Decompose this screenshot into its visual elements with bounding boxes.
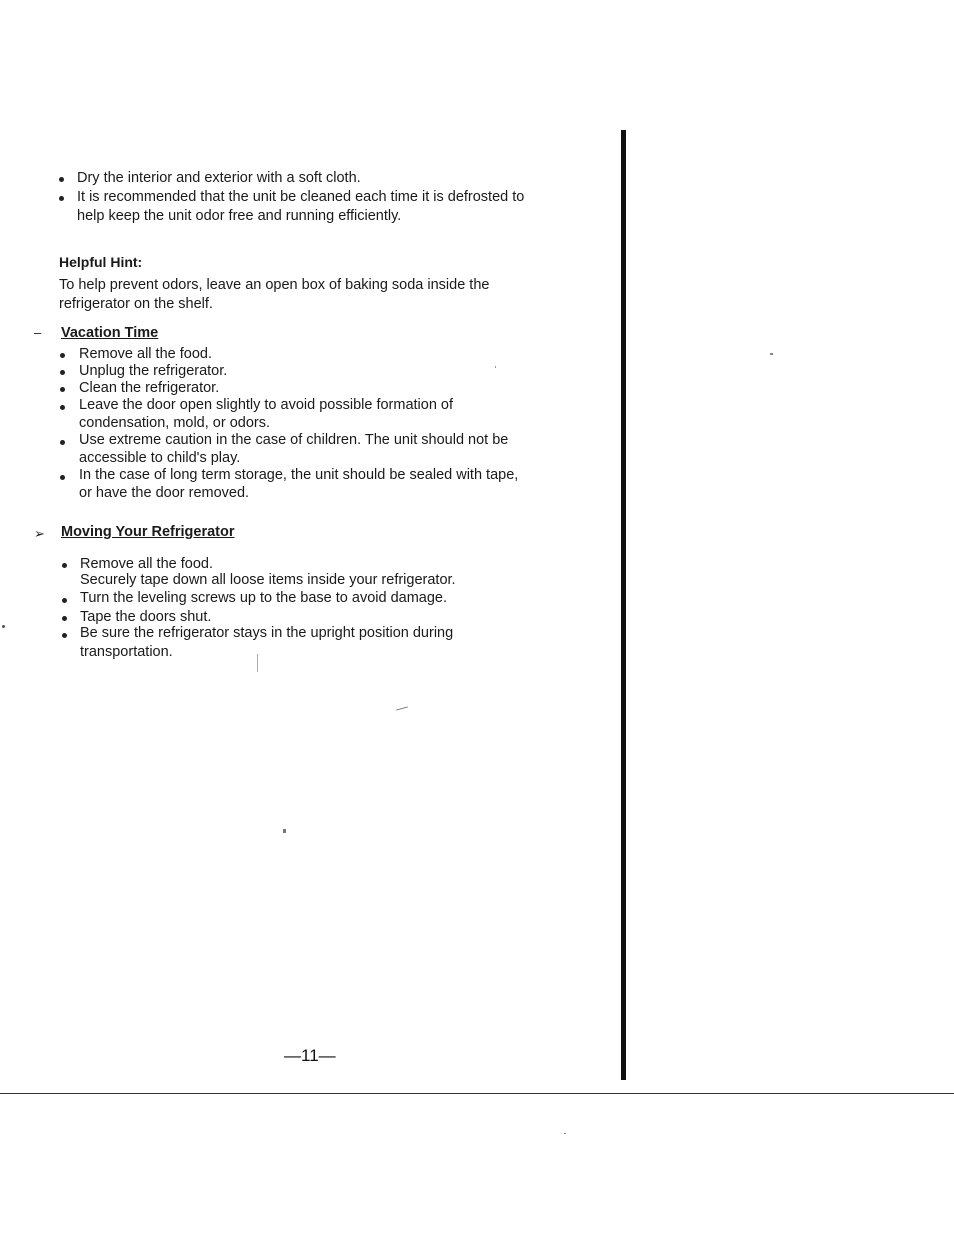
vacation-bullet-6-line-2: or have the door removed. [79,485,250,501]
bullet-marker [60,370,65,375]
vacation-bullet-2: Unplug the refrigerator. [79,363,228,379]
helpful-hint-title: Helpful Hint: [59,254,143,270]
bullet-marker [60,440,65,445]
page-bottom-rule [0,1093,954,1094]
moving-bullet-4-line-1: Be sure the refrigerator stays in the upright position during [80,625,454,641]
bullet-marker [62,563,67,568]
vacation-bullet-1: Remove all the food. [79,346,212,362]
helpful-hint-line-1: To help prevent odors, leave an open box of baking soda inside the [59,277,490,293]
bullet-marker [62,633,67,638]
bullet-marker [60,387,65,392]
vacation-time-heading: Vacation Time [61,325,159,341]
moving-bullet-2: Turn the leveling screws up to the base to avoid damage. [80,590,448,606]
bullet-marker [60,353,65,358]
bullet-marker [60,405,65,410]
helpful-hint-line-2: refrigerator on the shelf. [59,296,213,312]
moving-bullet-1-line-1: Remove all the food. [80,556,213,572]
moving-refrigerator-heading: Moving Your Refrigerator [61,524,235,540]
bullet-marker [62,598,67,603]
scan-speck [283,829,286,833]
bullet-marker [62,616,67,621]
moving-bullet-3: Tape the doors shut. [80,609,212,625]
vacation-bullet-3: Clean the refrigerator. [79,380,220,396]
care-bullet-2-line-1: It is recommended that the unit be cleaned each time it is defrosted to [77,189,525,205]
scan-speck [564,1133,566,1134]
bullet-marker [60,475,65,480]
vacation-section-marker: – [34,325,42,340]
care-bullet-2-line-2: help keep the unit odor free and running efficiently. [77,208,402,224]
vacation-bullet-5-line-1: Use extreme caution in the case of children. The unit should not be [79,432,509,448]
scan-speck [396,706,408,710]
page-number: —11— [284,1046,336,1065]
vacation-bullet-4-line-1: Leave the door open slightly to avoid possible formation of [79,397,454,413]
vacation-bullet-4-line-2: condensation, mold, or odors. [79,415,271,431]
scan-speck [770,353,773,355]
bullet-marker [59,196,64,201]
scan-speck [2,625,5,628]
binding-edge-bar [621,130,626,1080]
moving-bullet-1-line-2: Securely tape down all loose items inside your refrigerator. [80,572,456,588]
scan-speck [257,654,258,672]
bullet-marker [59,177,64,182]
care-bullet-1-line-1: Dry the interior and exterior with a soft cloth. [77,170,361,186]
moving-bullet-4-line-2: transportation. [80,644,173,660]
moving-section-marker: ➢ [34,526,45,541]
vacation-bullet-5-line-2: accessible to child's play. [79,450,241,466]
scan-speck [495,366,496,368]
vacation-bullet-6-line-1: In the case of long term storage, the unit should be sealed with tape, [79,467,519,483]
